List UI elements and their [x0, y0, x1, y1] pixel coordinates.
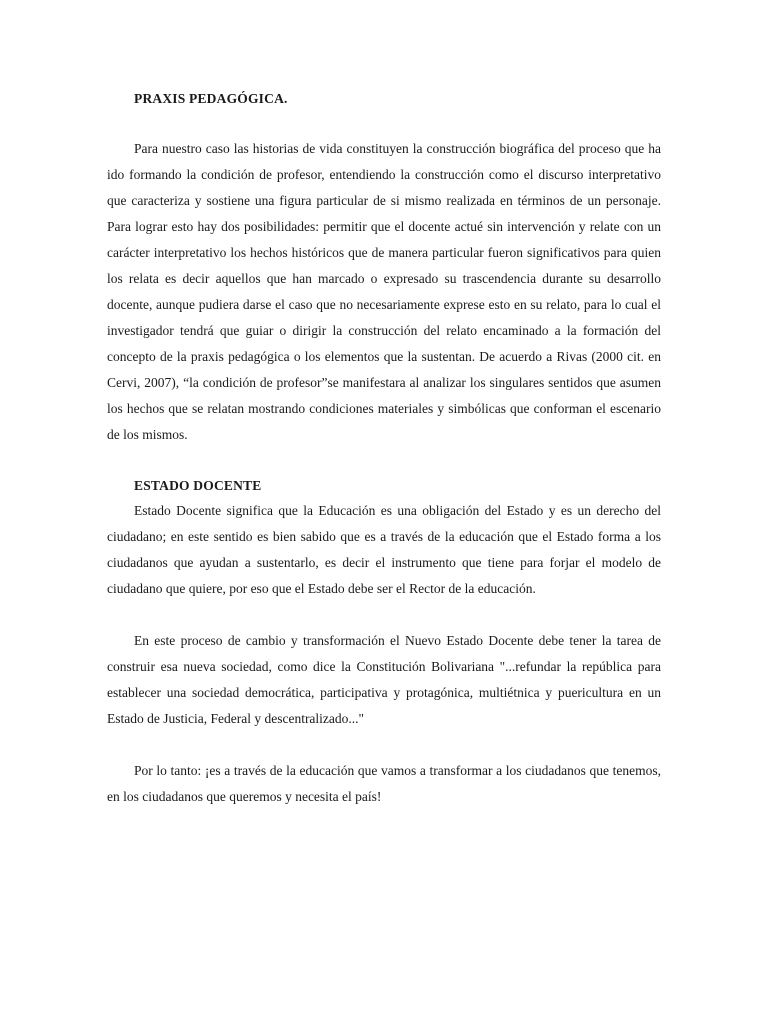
section-heading-praxis: PRAXIS PEDAGÓGICA.	[134, 91, 288, 106]
document-body	[107, 86, 661, 810]
paragraph-estado-docente-conclusion: Por lo tanto: ¡es a través de la educación que vamos a transformar a los ciudadanos que tenemos, en los ciudadanos que queremos y necesita el país!	[107, 763, 661, 804]
paragraph-estado-docente-transformation: En este proceso de cambio y transformación el Nuevo Estado Docente debe tener la tarea de construir esa nueva sociedad, como dice la Constitución Bolivariana "...refundar la república para establecer una sociedad democrática, participativa y protagónica, multiétnica y puericultura en un Estado de Justicia, Federal y descentralizado..."	[107, 633, 661, 726]
paragraph-praxis: Para nuestro caso las historias de vida constituyen la construcción biográfica del proceso que ha ido formando la condición de profesor, entendiendo la construcción como el discurso interpretativo que caracteriza y sostiene una figura particular de si mismo realizada en términos de un personaje. Para lograr esto hay dos posibilidades: permitir que el docente actué sin intervención y relate con un carácter interpretativo los hechos históricos que de manera particular fueron significativos para quien los relata es decir aquellos que han marcado o expresado su trascendencia durante su desarrollo docente, aunque pudiera darse el caso que no necesariamente exprese esto en su relato, para lo cual el investigador tendrá que guiar o dirigir la construcción del relato encaminado a la formación del concepto de la praxis pedagógica o los elementos que la sustentan. De acuerdo a Rivas (2000 cit. en Cervi, 2007), “la condición de profesor”se manifestara al analizar los singulares sentidos que asumen los hechos que se relatan mostrando condiciones materiales y simbólicas que conforman el escenario de los mismos.	[107, 141, 661, 442]
paragraph-estado-docente-definition: Estado Docente significa que la Educación es una obligación del Estado y es un derecho del ciudadano; en este sentido es bien sabido que es a través de la educación que el Estado forma a los ciudadanos que ayudan a sustentarlo, es decir el instrumento que tiene para forjar el modelo de ciudadano que quiere, por eso que el Estado debe ser el Rector de la educación.	[107, 503, 661, 596]
section-heading-estado-docente: ESTADO DOCENTE	[134, 478, 262, 493]
